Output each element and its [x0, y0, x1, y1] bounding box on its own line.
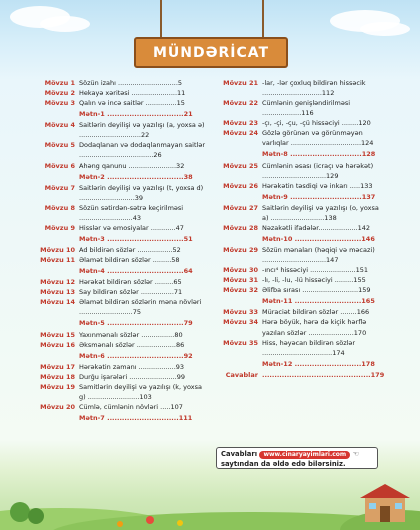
toc-entry-label: Mövzu 9 — [44, 223, 75, 232]
toc-entry-label: Mövzu 21 — [223, 79, 258, 87]
toc-entry — [215, 317, 385, 337]
banner-rope-left — [160, 0, 162, 39]
toc-test-entry — [215, 234, 385, 244]
toc-entry-title: -lar, -lər çoxluq bildirən hissəcik .............................112 — [262, 79, 366, 98]
toc-entry-title: Müraciət bildirən sözlər ........166 — [262, 308, 370, 317]
toc-test-entry — [32, 351, 206, 361]
toc-entry — [215, 275, 385, 285]
toc-entry-title: Gözlə görünən və görünməyən varlıqlar ..................................124 — [262, 129, 374, 148]
toc-entry-title: Saitlərin deyilişi və yazılışı (t, yoxsa d) ...........................39 — [79, 183, 204, 202]
toc-entry-title: Əlifba sırası ...........................159 — [262, 286, 371, 295]
toc-entry-label: Mövzu 31 — [223, 276, 258, 285]
toc-entry — [32, 120, 206, 140]
toc-entry-label: Mövzu 32 — [223, 286, 258, 295]
toc-entry — [215, 161, 385, 181]
toc-entry — [32, 277, 206, 287]
toc-answers-entry — [215, 370, 385, 380]
toc-entry-title: ............................................179 — [262, 370, 385, 379]
toc-entry-title: Mətn-6 ...............................92 — [79, 351, 193, 360]
toc-entry — [215, 285, 385, 295]
toc-entry-title: Əlamət bildirən sözlər .........58 — [79, 256, 180, 265]
toc-entry-title: Hərə böyük, hərə də kiçik hərflə yazılan sözlər ......................170 — [262, 318, 367, 337]
toc-entry-label: Mövzu 5 — [44, 141, 75, 150]
toc-entry — [32, 255, 206, 265]
toc-entry-title: Yaxınmənalı sözlər ................80 — [79, 330, 183, 339]
toc-entry-label: Mövzu 28 — [223, 223, 258, 232]
toc-entry-title: Mətn-4 ...............................64 — [79, 267, 193, 276]
toc-entry — [32, 223, 206, 233]
toc-entry — [32, 340, 206, 350]
toc-entry-title: Hərəkət bildirən sözlər .........65 — [79, 278, 182, 287]
toc-entry-label: Mövzu 12 — [40, 278, 75, 287]
toc-entry-title: Hisslər və emosiyalar ............47 — [79, 223, 184, 232]
toc-entry-title: Əksmənalı sözlər ...................86 — [79, 340, 185, 349]
website-link[interactable]: www.cinaryayimlari.com — [259, 451, 350, 459]
toc-entry-title: Sözün sətirdən-sətrə keçirilməsi ..........................43 — [79, 203, 184, 222]
toc-entry-label: Mövzu 18 — [40, 372, 75, 381]
toc-entry-title: Əlamət bildirən sözlərin məna növləri ..........................75 — [79, 298, 202, 317]
toc-entry — [215, 203, 385, 223]
toc-entry-label: Cavablar — [225, 370, 258, 379]
toc-entry-title: Hekayə xəritəsi ......................11 — [79, 89, 186, 98]
toc-entry-label: Mövzu 15 — [40, 330, 75, 339]
toc-test-entry — [215, 359, 385, 369]
toc-entry-label: Mövzu 17 — [40, 362, 75, 371]
toc-entry-label: Mövzu 30 — [223, 266, 258, 275]
toc-entry-label: Mövzu 22 — [223, 99, 258, 108]
toc-entry-title: Mətn-3 ...............................51 — [79, 234, 193, 243]
toc-entry-title: Saitlərin deyilişi və yazılışı (o, yoxsa a) ..........................138 — [262, 203, 379, 222]
toc-entry-title: -ıncı⁴ hissəciyi ......................151 — [262, 266, 368, 275]
toc-entry-title: Sözün izahı .............................5 — [79, 79, 183, 87]
toc-test-entry — [32, 413, 206, 423]
toc-entry-title: Mətn-7 .............................111 — [79, 414, 193, 422]
banner-rope-right — [262, 0, 264, 39]
title-banner — [134, 37, 288, 68]
toc-entry-label: Mövzu 14 — [40, 298, 75, 307]
toc-entry-title: Ad bildirən sözlər .................52 — [79, 246, 181, 254]
toc-entry — [32, 372, 206, 382]
toc-entry-label: Mövzu 27 — [223, 203, 258, 212]
toc-entry-title: Cümlə, cümlənin növləri .....107 — [79, 402, 183, 411]
toc-entry-title: -lı, -li, -lu, -lü hissəciyi .........155 — [262, 276, 366, 285]
toc-entry-label: Mövzu 29 — [223, 246, 258, 254]
toc-entry — [32, 297, 206, 317]
toc-entry — [215, 338, 385, 358]
toc-entry-title: Mətn-5 ...............................79 — [79, 319, 193, 328]
answers-prefix: Cavabları — [221, 450, 258, 458]
toc-entry — [32, 183, 206, 203]
toc-entry — [32, 402, 206, 412]
toc-entry — [215, 245, 385, 265]
toc-entry-title: Mətn-9 .............................137 — [262, 192, 376, 201]
toc-test-entry — [32, 234, 206, 244]
toc-test-entry — [32, 318, 206, 328]
toc-entry-title: Mətn-2 ...............................38 — [79, 172, 193, 181]
toc-entry-title: Dodaqlanan və dodaqlanmayan saitlər ....................................26 — [79, 141, 205, 160]
toc-right-column — [215, 78, 385, 380]
toc-entry-label: Mövzu 7 — [44, 183, 75, 192]
toc-test-entry — [32, 266, 206, 276]
toc-entry-label: Mövzu 20 — [40, 402, 75, 411]
toc-entry-label: Mövzu 19 — [40, 382, 75, 391]
toc-entry — [32, 287, 206, 297]
toc-entry-label: Mövzu 13 — [40, 288, 75, 297]
toc-entry-label: Mövzu 6 — [44, 161, 75, 170]
toc-test-entry — [32, 109, 206, 119]
toc-entry-label: Mövzu 16 — [40, 340, 75, 349]
answers-box — [216, 447, 378, 469]
toc-entry-title: Hiss, həyəcan bildirən sözlər ..................................174 — [262, 338, 356, 357]
toc-entry — [215, 78, 385, 98]
toc-entry — [32, 382, 206, 402]
toc-entry-title: Mətn-10 ...........................146 — [262, 234, 375, 243]
toc-entry-title: Say bildirən sözlər ................71 — [79, 288, 183, 297]
toc-entry-label: Mövzu 11 — [40, 256, 75, 265]
toc-entry-title: Saitlərin deyilişi və yazılışı (a, yoxsa ə) ..............................22 — [79, 121, 205, 140]
toc-test-entry — [215, 192, 385, 202]
toc-entry — [32, 203, 206, 223]
house-illustration — [355, 480, 415, 525]
toc-entry-label: Mövzu 4 — [44, 121, 75, 130]
page-title: MÜNDƏRİCAT — [152, 44, 270, 61]
toc-entry-title: Sözün mənaları (həqiqi və məcazi) ...............................147 — [262, 246, 375, 265]
toc-entry-title: Cümlənin genişləndirilməsi ...................116 — [262, 99, 351, 118]
toc-test-entry — [215, 296, 385, 306]
toc-entry-title: Qalın və incə saitlər ...............15 — [79, 99, 185, 108]
toc-entry — [32, 362, 206, 372]
toc-entry-label: Mövzu 2 — [44, 89, 75, 98]
toc-entry-label: Mövzu 24 — [223, 129, 258, 138]
toc-entry-title: Cümlənin əsası (icraçı və hərəkət) ...............................129 — [262, 161, 374, 180]
toc-entry-label: Mövzu 8 — [44, 203, 75, 212]
toc-entry-title: Hərəkətin zamanı ..................93 — [79, 362, 185, 371]
cloud — [360, 22, 410, 36]
toc-entry-label: Mövzu 26 — [223, 181, 258, 190]
toc-entry — [32, 330, 206, 340]
toc-entry-title: Nəzakətli ifadələr...................142 — [262, 223, 370, 232]
toc-test-entry — [215, 149, 385, 159]
toc-entry-title: Samitlərin deyilişi və yazılışı (k, yoxsa g) .........................103 — [79, 382, 203, 401]
toc-entry — [32, 78, 206, 88]
toc-entry-title: Mətn-8 .............................128 — [262, 150, 376, 159]
toc-entry — [32, 98, 206, 108]
toc-entry-title: Hərəkətin təsdiqi və inkarı .....133 — [262, 181, 373, 190]
toc-test-entry — [32, 172, 206, 182]
toc-entry — [215, 128, 385, 148]
answers-suffix: saytından da əldə edə bilərsiniz. — [221, 459, 346, 468]
toc-entry-label: Mövzu 33 — [223, 308, 258, 317]
toc-entry-label: Mövzu 25 — [223, 161, 258, 170]
toc-entry-title: Mətn-12 ...........................178 — [262, 359, 375, 368]
toc-entry — [215, 223, 385, 233]
toc-entry — [215, 98, 385, 118]
toc-entry-title: Mətn-11 ...........................165 — [262, 297, 375, 306]
toc-entry-title: -çı, -çi, -çu, -çü hissəciyi ........120 — [262, 119, 371, 128]
toc-entry — [32, 140, 206, 160]
toc-entry — [32, 88, 206, 98]
toc-left-column — [32, 78, 206, 424]
toc-entry-title: Mətn-1 ...............................21 — [79, 110, 193, 119]
toc-entry-label: Mövzu 1 — [44, 79, 75, 87]
toc-entry — [32, 161, 206, 171]
cloud — [40, 16, 90, 32]
toc-entry-label: Mövzu 23 — [223, 119, 258, 128]
toc-entry-label: Mövzu 35 — [223, 338, 258, 347]
toc-entry-title: Durğu işarələri .......................99 — [79, 372, 185, 381]
toc-entry-label: Mövzu 3 — [44, 99, 75, 108]
toc-entry — [215, 265, 385, 275]
toc-entry — [215, 307, 385, 317]
cursor-icon: ☜ — [352, 450, 359, 458]
toc-entry — [32, 245, 206, 255]
toc-entry — [215, 118, 385, 128]
toc-entry-label: Mövzu 10 — [40, 246, 75, 254]
toc-entry — [215, 181, 385, 191]
toc-entry-label: Mövzu 34 — [223, 318, 258, 327]
toc-entry-title: Ahəng qanunu .......................32 — [79, 161, 185, 170]
